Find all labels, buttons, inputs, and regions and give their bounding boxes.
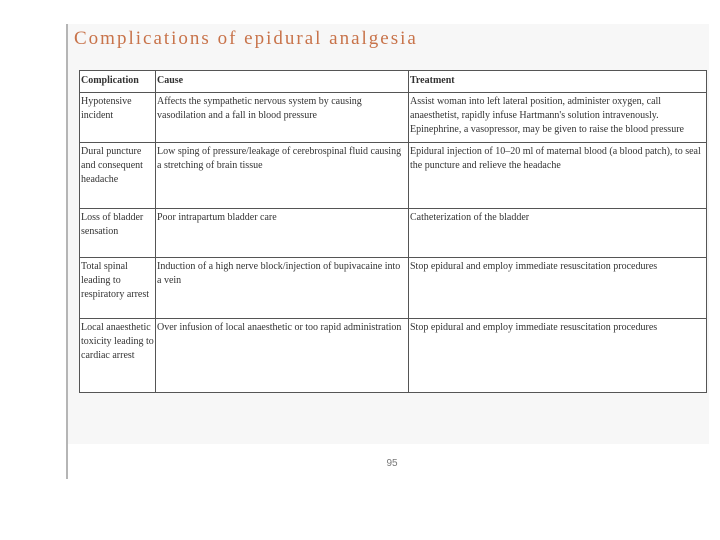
table-row <box>80 209 707 258</box>
page-number: 95 <box>386 458 398 469</box>
table-row <box>80 319 707 393</box>
complication-cell: Local anaesthetic toxicity leading to cardiac arrest <box>80 319 156 393</box>
cause-cell: Over infusion of local anaesthetic or too rapid administration <box>156 319 409 393</box>
treatment-cell: Epidural injection of 10–20 ml of maternal blood (a blood patch), to seal the puncture and relieve the headache <box>409 143 707 209</box>
cause-cell: Low sping of pressure/leakage of cerebrospinal fluid causing a stretching of brain tissue <box>156 143 409 209</box>
table-header-row <box>80 71 707 93</box>
complication-cell: Loss of bladder sensation <box>80 209 156 258</box>
cause-cell: Induction of a high nerve block/injection of bupivacaine into a vein <box>156 258 409 319</box>
complication-cell: Total spinal leading to respiratory arrest <box>80 258 156 319</box>
table-row <box>80 93 707 143</box>
cause-cell: Poor intrapartum bladder care <box>156 209 409 258</box>
treatment-cell: Stop epidural and employ immediate resuscitation procedures <box>409 258 707 319</box>
complication-cell: Dural puncture and consequent headache <box>80 143 156 209</box>
table-row <box>80 143 707 209</box>
complication-cell: Hypotensive incident <box>80 93 156 143</box>
table-row <box>80 258 707 319</box>
header-cause: Cause <box>156 71 409 93</box>
treatment-cell: Catheterization of the bladder <box>409 209 707 258</box>
complications-table <box>79 70 707 393</box>
cause-cell: Affects the sympathetic nervous system by causing vasodilation and a fall in blood pressure <box>156 93 409 143</box>
header-treatment: Treatment <box>409 71 707 93</box>
treatment-cell: Assist woman into left lateral position, administer oxygen, call anaesthetist, rapidly infuse Hartmann's solution intravenously. Epinephrine, a vasopressor, may be given to raise the blood pressure <box>409 93 707 143</box>
treatment-cell: Stop epidural and employ immediate resuscitation procedures <box>409 319 707 393</box>
slide-title: Complications of epidural analgesia <box>74 28 418 49</box>
header-complication: Complication <box>80 71 156 93</box>
